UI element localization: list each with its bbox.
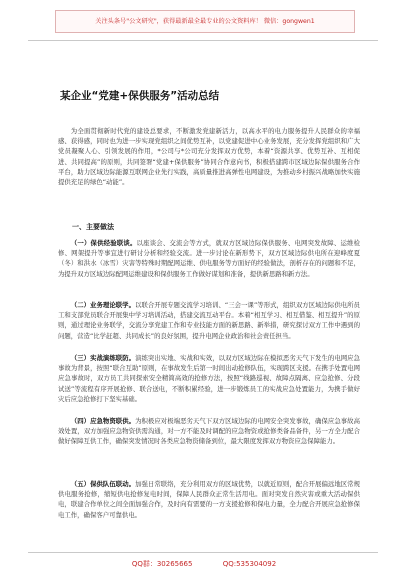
intro-paragraph: 为全面贯彻新时代党的建设总要求，不断激发党建新活力，以高水平的电力服务提升人民群众的幸福感、获得感，同时也为进一步实现党组织之间优势互补，以党建促进中心业务发展，充分发挥党组织和广大党员凝聚人心、引领发展的作用，*公司与*公司充分发挥双方优势，本着“资源共享、优势互补、互相促进、共同提高”的原则，共同签署“党建+保供服务”协同合作意向书，积极搭建跨市区域边际保供服务合作平台，助力区域边际能源互联网企业先行实践，高质量推进高弹性电网建设，为推动乡村振兴战略加快实施提供充足的绿色“动能”。 [58,127,360,187]
item-lead: （四）应急物资联供。 [70,417,136,425]
footer-divider [28,552,378,553]
item-lead: （一）保供经验联谈。 [70,239,137,247]
item-paragraph-3 [58,353,360,404]
footer-qq: QQ:535304092 [222,560,277,568]
item-lead: （二）业务理论联学。 [70,301,136,309]
section-heading: 一、主要做法 [72,223,114,231]
item-paragraph-2 [58,300,360,341]
promo-banner[interactable]: 关注头条号"公文研究"，获得最新最全最专业的公文资料库！ 微信：gongwen1 [55,10,355,33]
item-text: 以联合开展专题交流学习培训、“三会一课”等形式，组织双方区域边际供电所员工和支部党员联合开展集中学习培训活动，搭建交流互动平台。本着“相互学习、相互借鉴、相互提升”的原则，通过理论业务联学，交流分享党建工作和专业技能方面的新思路、新举措，研究探讨双方工作中遇到的问题，营造“比学赶超、共同成长”的良好氛围，提升电网企业政治和社会责任担当。 [58,301,360,340]
item-lead: （五）保供队伍联动。 [70,480,136,488]
item-paragraph-1 [58,238,360,279]
footer-qq-group: QQ群：30265665 [131,560,193,568]
item-text: 为积极应对极端恶劣天气下双方区域边际的电网安全突发事故，确保应急事故高效处置，双方加强应急物资供需沟通，对一方不能及时调配的应急物资或抢修类备品备件，另一方全力配合做好保障互供工作，确保突发情况时各类应急物资储备到位，最大限度发挥双方物资应急保障能力。 [58,417,361,446]
item-paragraph-5 [58,479,360,520]
item-text: 以座谈会、交流会等方式，就双方区域边际保供服务、电网突发故障、运维检修、网架提升等事宜进行研讨分析和经验交流。进一步讨论在新形势下，双方区域边际供电所在迎峰度夏（冬）和洪水（冰雪）灾害等特殊时期配网运维、供电服务等方面好的经验做法，剖析存在的问题和不足，为提升双方区域边际配网运维建设和保供服务工作做好谋划和准备，提供新思路和新方法。 [58,239,361,278]
footer [0,559,408,569]
item-text: 演练突出实地、实战和实效，以双方区域边际在模拟恶劣天气下发生的电网应急事故为背景，按照“联合互助”原则，在事故发生后第一时间出动抢修队伍，实现跨区支援。在携手处置电网应急事故时，双方员工共同探索安全精简高效的抢修方法，按照“线路巡视、故障点隔离、应急抢修、分段试送”等流程有序开展抢修、联合送电，不断积累经验，进一步锻炼员工的实战应急处置能力，为携手做好灾后应急抢修打下坚实基础。 [58,354,361,403]
item-text: 加强日常联络，充分利用双方的区域优势，以就近原则，配合开展偏远地区常规供电服务抢修，缩短供电抢修复电时间，保障人民群众正常生活用电。面对突发自然灾害或重大活动保供电，联建合作单位之间全面加强合作，及时向有需要的一方支援抢修和保电力量，全力配合开展应急抢修保电工作，确保客户可靠供电。 [58,480,361,519]
item-paragraph-4 [58,416,360,447]
header-divider [28,40,378,41]
item-lead: （三）实战演练联防。 [70,354,136,362]
document-title: 某企业“党建+保供服务”活动总结 [60,90,220,102]
